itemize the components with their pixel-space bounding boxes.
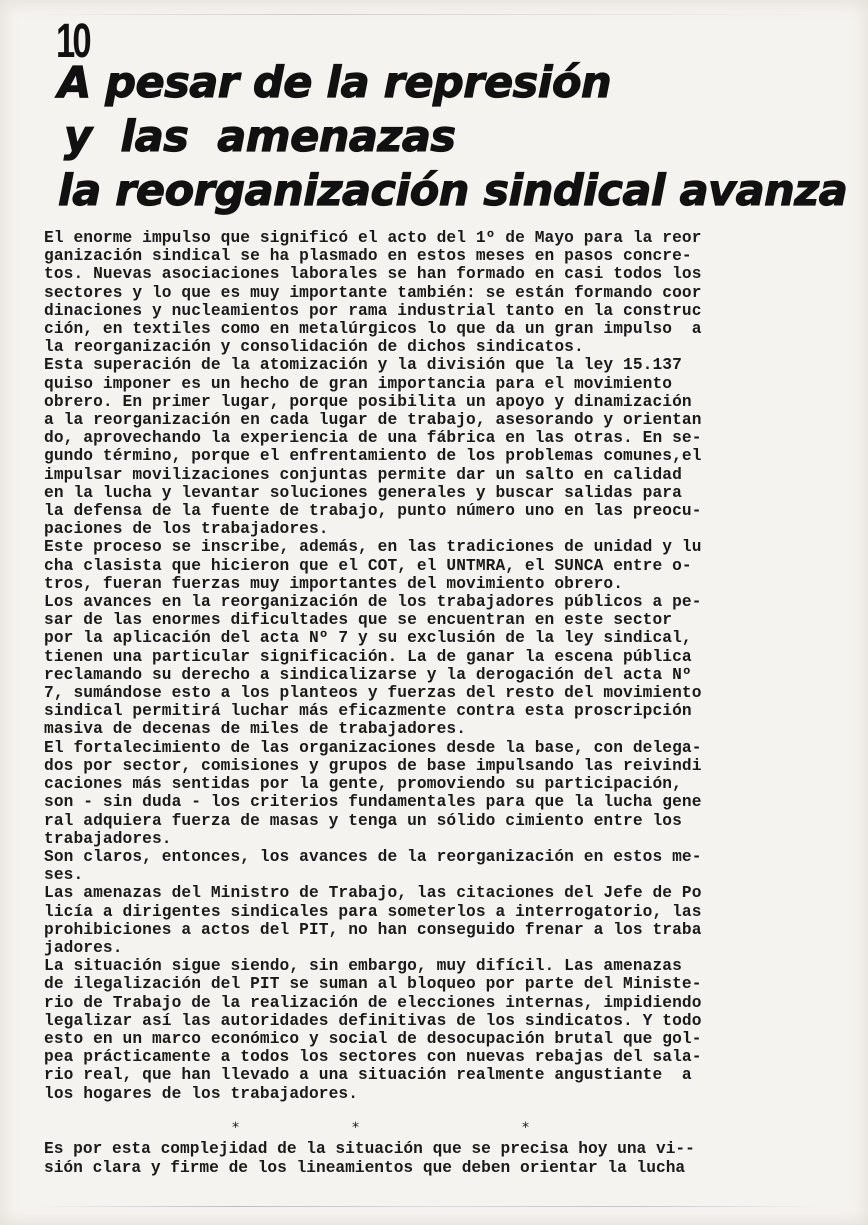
text-line: esto en un marco económico y social de desocupación brutal que gol- <box>44 1029 702 1048</box>
closing-paragraph <box>44 1140 844 1177</box>
text-line: sar de las enormes dificultades que se encuentran en este sector <box>44 611 673 630</box>
text-line: Los avances en la reorganización de los trabajadores públicos a pe- <box>44 593 702 612</box>
text-line: sectores y lo que es muy importante también: se están formando coor <box>44 283 702 302</box>
page-number: 10 <box>56 15 89 68</box>
text-line: a la reorganización en cada lugar de trabajo, asesorando y orientan <box>44 411 702 430</box>
text-line: de ilegalización del PIT se suman al bloqueo por parte del Ministe- <box>44 975 702 994</box>
text-line: en la lucha y levantar soluciones generales y buscar salidas para <box>44 483 682 502</box>
text-line: jadores. <box>44 938 123 957</box>
text-line: Es por esta complejidad de la situación que se precisa hoy una vi-- <box>44 1140 695 1158</box>
text-line: La situación sigue siendo, sin embargo, muy difícil. Las amenazas <box>44 957 682 976</box>
text-line: ral adquiera fuerza de masas y tenga un sólido cimiento entre los <box>44 811 682 830</box>
text-line: Este proceso se inscribe, además, en las tradiciones de unidad y lu <box>44 538 702 557</box>
text-line: ción, en textiles como en metalúrgicos lo que da un gran impulso a <box>44 320 702 339</box>
text-line: cha clasista que hicieron que el COT, el UNTMRA, el SUNCA entre o- <box>44 556 692 575</box>
text-line: la reorganización y consolidación de dichos sindicatos. <box>44 338 584 357</box>
text-line: El enorme impulso que significó el acto del 1º de Mayo para la reor <box>44 229 702 247</box>
text-line: El fortalecimiento de las organizaciones desde la base, con delega- <box>44 738 702 757</box>
text-line: son - sin duda - los criterios fundamentales para que la lucha gene <box>44 793 702 812</box>
text-line: do, aprovechando la experiencia de una fábrica en las otras. En se- <box>44 429 702 448</box>
text-line: paciones de los trabajadores. <box>44 520 329 539</box>
separator-star: * <box>352 1120 359 1136</box>
text-line: trabajadores. <box>44 829 172 848</box>
text-line: tros, fueran fuerzas muy importantes del movimiento obrero. <box>44 574 624 593</box>
title-line-1: A pesar de la represión <box>58 58 612 108</box>
top-rule <box>30 14 850 15</box>
text-line: Son claros, entonces, los avances de la reorganización en estos me- <box>44 847 702 866</box>
text-line: tienen una particular significación. La de ganar la escena pública <box>44 647 692 666</box>
text-line: obrero. En primer lugar, porque posibilita un apoyo y dinamización <box>44 392 692 411</box>
text-line: rio de Trabajo de la realización de elecciones internas, impidiendo <box>44 993 702 1012</box>
text-line: Las amenazas del Ministro de Trabajo, las citaciones del Jefe de Po <box>44 884 702 903</box>
text-line: quiso imponer es un hecho de gran importancia para el movimiento <box>44 374 673 393</box>
text-line: rio real, que han llevado a una situación realmente angustiante a <box>44 1066 692 1085</box>
text-line: dinaciones y nucleamientos por rama industrial tanto en la construc <box>44 301 702 320</box>
section-separator <box>0 1121 868 1137</box>
text-line: la defensa de la fuente de trabajo, punto número uno en las preocu- <box>44 502 702 521</box>
text-line: caciones más sentidas por la gente, promoviendo su participación, <box>44 775 682 794</box>
text-line: los hogares de los trabajadores. <box>44 1084 359 1103</box>
article-body <box>44 229 844 1103</box>
text-line: ses. <box>44 866 84 885</box>
text-line: gundo término, porque el enfrentamiento de los problemas comunes,el <box>44 447 702 466</box>
text-line: legalizar así las autoridades definitivas de los sindicatos. Y todo <box>44 1011 702 1030</box>
text-line: ganización sindical se ha plasmado en estos meses en pasos concre- <box>44 247 692 266</box>
text-line: sindical permitirá luchar más eficazmente contra esta proscripción <box>44 702 692 721</box>
text-line: impulsar movilizaciones conjuntas permite dar un salto en calidad <box>44 465 682 484</box>
text-line: masiva de decenas de miles de trabajadores. <box>44 720 467 739</box>
title-line-2: y las amenazas <box>64 112 456 162</box>
text-line: dos por sector, comisiones y grupos de base impulsando las reivindi <box>44 756 702 775</box>
text-line: licía a dirigentes sindicales para someterlos a interrogatorio, las <box>44 902 702 921</box>
text-line: 7, sumándose esto a los planteos y fuerzas del resto del movimiento <box>44 684 702 703</box>
text-line: sión clara y firme de los lineamientos que deben orientar la lucha <box>44 1158 686 1177</box>
text-line: por la aplicación del acta Nº 7 y su exclusión de la ley sindical, <box>44 629 692 648</box>
text-line: tos. Nuevas asociaciones laborales se han formado en casi todos los <box>44 265 702 284</box>
text-line: Esta superación de la atomización y la división que la ley 15.137 <box>44 356 682 375</box>
separator-star: * <box>522 1120 529 1136</box>
separator-star: * <box>232 1120 239 1136</box>
title-line-3: la reorganización sindical avanza <box>58 166 848 216</box>
article-title <box>58 56 848 218</box>
text-line: prohibiciones a actos del PIT, no han conseguido frenar a los traba <box>44 920 702 939</box>
text-line: reclamando su derecho a sindicalizarse y la derogación del acta Nº <box>44 665 692 684</box>
bottom-rule <box>40 1206 820 1207</box>
text-line: pea prácticamente a todos los sectores con nuevas rebajas del sala- <box>44 1048 702 1067</box>
